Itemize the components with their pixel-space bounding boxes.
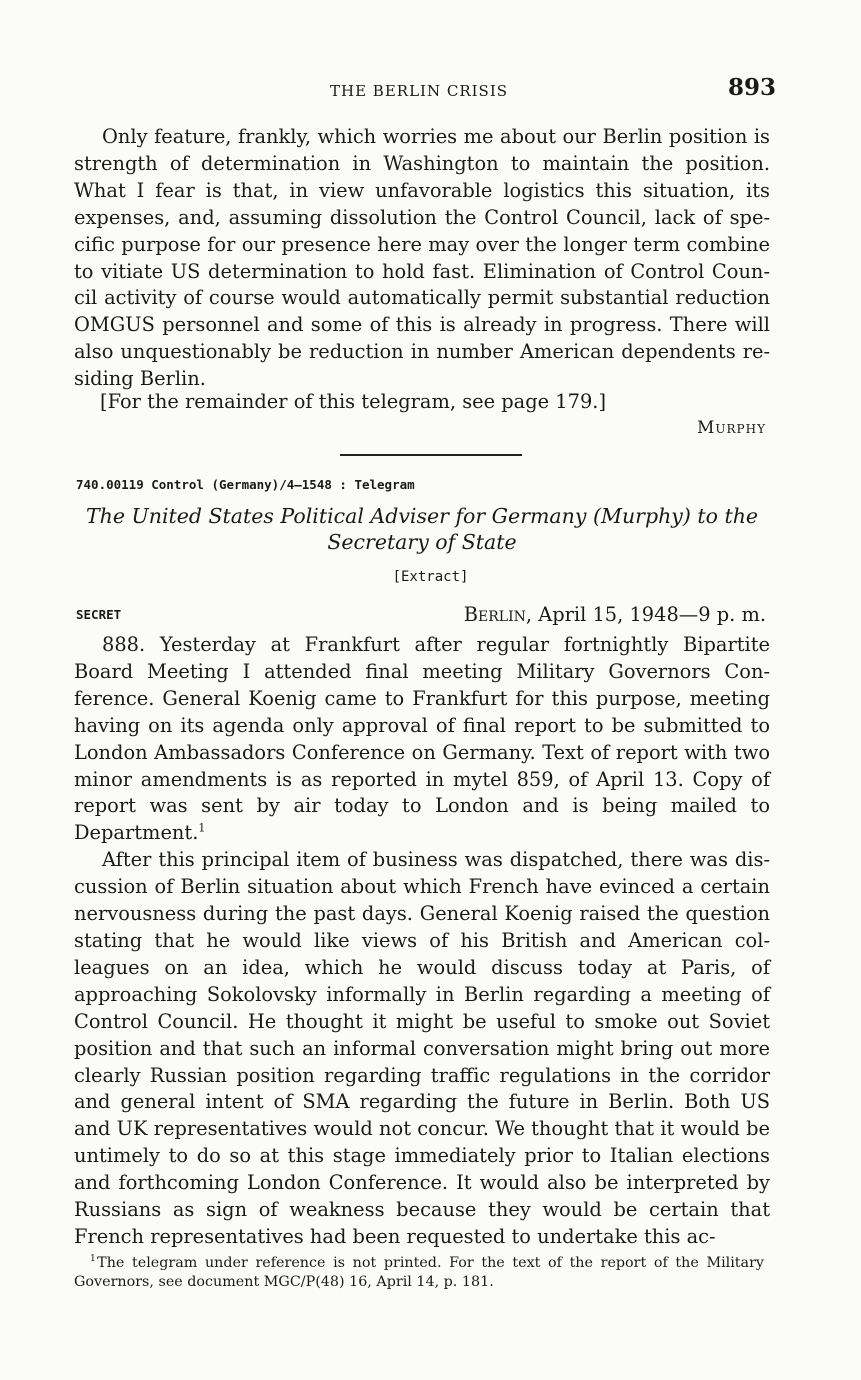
file-reference: 740.00119 Control (Germany)/4–1548 : Telegram (76, 477, 415, 492)
footnote (74, 1254, 764, 1292)
footnote-number: 1 (90, 1254, 96, 1265)
classification-label: SECRET (76, 607, 122, 622)
closing-telegram-text (74, 124, 770, 393)
signature: Murphy (696, 418, 766, 438)
telegram-body (74, 632, 770, 1251)
dateline-place: Berlin, (463, 603, 533, 626)
document-title-line-1: The United States Political Adviser for Germany (Murphy) to the (85, 504, 759, 528)
section-divider (340, 454, 522, 456)
body-paragraph: After this principal item of business was dispatched, there was discussion of Berlin situation about which French have evinced a certain nervousness during the past days. General Koenig raised the question stating that he would like views of his British and American colleagues on an idea, which he would discuss today at Paris, of approaching Sokolovsky informally in Berlin regarding a meeting of Control Council. He thought it might be useful to smoke out Soviet position and that such an informal conversation might bring out more clearly Russian position regarding traffic regulations in the corridor and general intent of SMA regarding the future in Berlin. Both US and UK representatives would not concur. We thought that it would be untimely to do so at this stage immediately prior to Italian elections and forthcoming London Conference. It would also be interpreted by Russians as sign of weakness because they would be certain that French representatives had been requested to undertake this ac- (74, 848, 770, 1248)
running-title: THE BERLIN CRISIS (330, 82, 509, 100)
page-number: 893 (728, 74, 777, 101)
paragraph-text: 888. Yesterday at Frankfurt after regular fortnightly Bipartite Board Meeting I attended final meeting Military Governors Conference. General Koenig came to Frankfurt for this purpose, meeting having on its agenda only approval of final report to be submitted to London Ambassadors Conference on Germany. Text of report with two minor amendments is as reported in mytel 859, of April 13. Copy of report was sent by air today to London and is being mailed to Department. (74, 633, 770, 845)
dateline (464, 603, 766, 626)
extract-label: [Extract] (392, 569, 469, 585)
document-title (74, 503, 770, 555)
footnote-marker: 1 (198, 821, 206, 835)
dateline-date: April 15, 1948—9 p. m. (532, 603, 766, 626)
body-paragraph: Only feature, frankly, which worries me about our Berlin position is strength of determination in Washington to maintain the position. What I fear is that, in view unfavorable logistics this situation, its expenses, and, assuming dissolution the Control Council, lack of specific purpose for our presence here may over the longer term combine to vitiate US determination to hold fast. Elimination of Control Council activity of course would automatically permit substantial reduction OMGUS personnel and some of this is already in progress. There will also unquestionably be reduction in number American dependents residing Berlin. (74, 125, 770, 391)
footnote-text: The telegram under reference is not printed. For the text of the report of the Military Governors, see document MGC/P(48) 16, April 14, p. 181. (74, 1255, 764, 1290)
document-title-line-2: Secretary of State (327, 530, 517, 554)
editorial-note: [For the remainder of this telegram, see page 179.] (100, 390, 607, 413)
body-paragraph (74, 632, 770, 847)
